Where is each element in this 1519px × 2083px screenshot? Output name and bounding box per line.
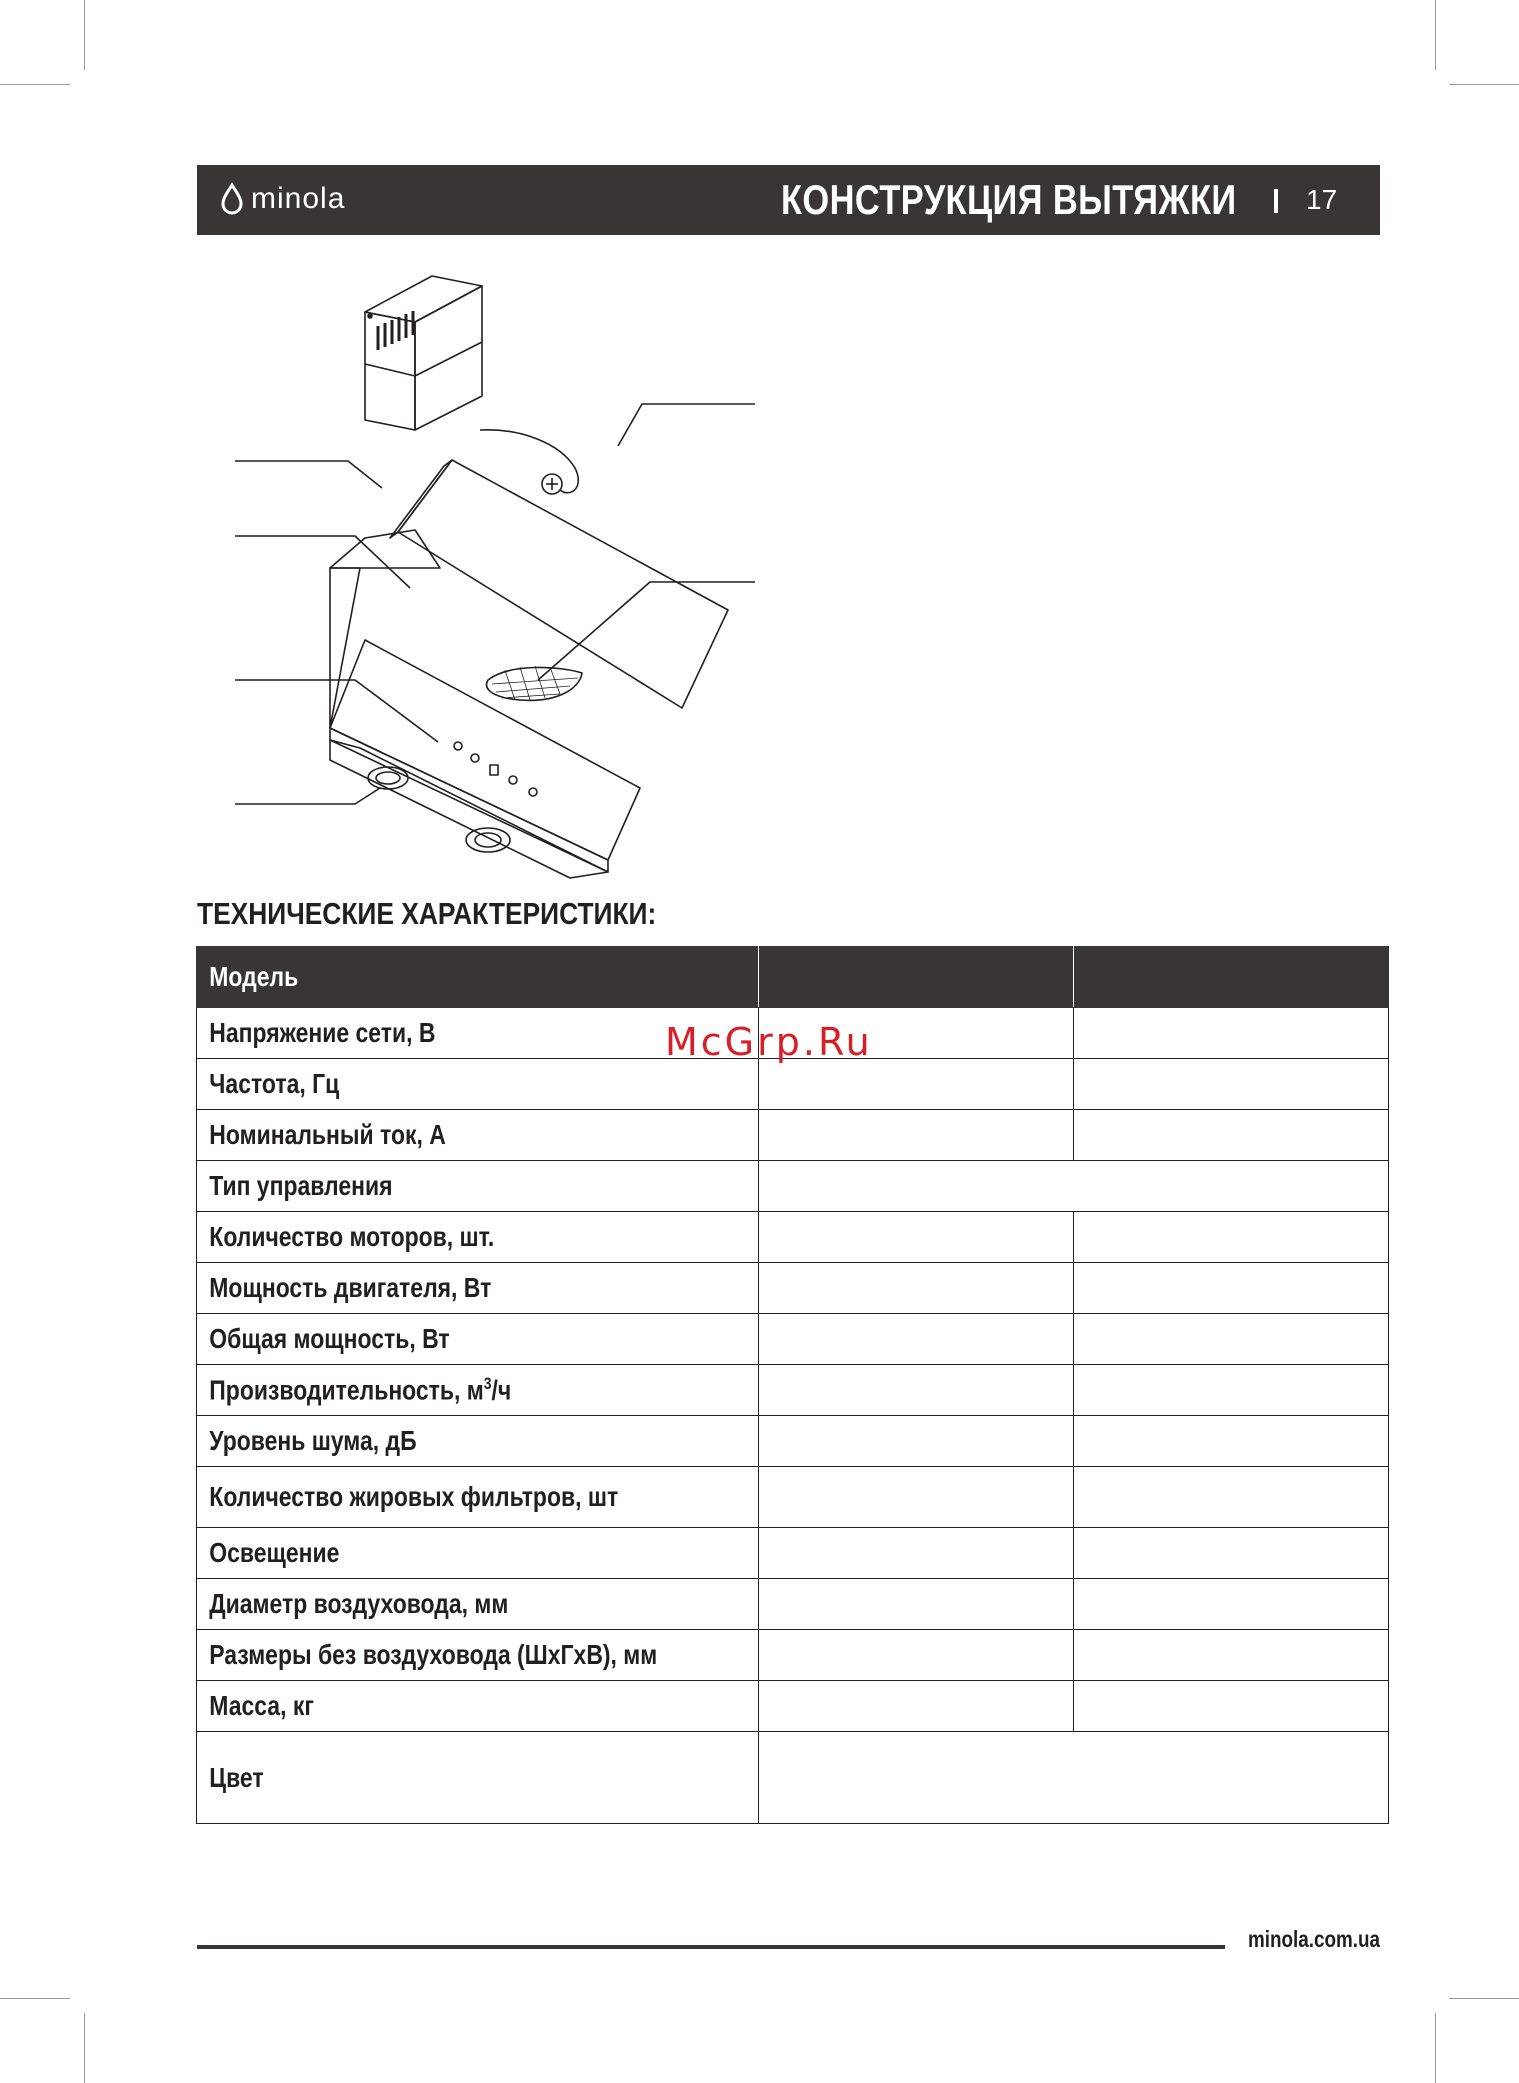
page-title: КОНСТРУКЦИЯ ВЫТЯЖКИ	[781, 176, 1237, 223]
specs-heading: ТЕХНИЧЕСКИЕ ХАРАКТЕРИСТИКИ:	[197, 896, 657, 931]
value-cell	[759, 1059, 1074, 1110]
glass-panel	[398, 460, 728, 708]
footer-rule	[197, 1945, 1225, 1949]
crop-mark	[1435, 0, 1436, 70]
row-label: Частота, Гц	[209, 1068, 340, 1099]
value-cell	[759, 1263, 1074, 1314]
control-button	[471, 754, 479, 762]
table-row	[197, 1467, 1389, 1528]
table-row	[197, 1416, 1389, 1467]
control-button	[529, 788, 537, 796]
model-label: Модель	[209, 961, 299, 992]
spec-table	[196, 946, 1389, 1824]
value-cell	[1074, 1212, 1389, 1263]
row-label-cell	[197, 1579, 759, 1630]
header-cell	[759, 947, 1074, 1008]
value-cell	[1074, 1681, 1389, 1732]
value-cell	[759, 1416, 1074, 1467]
value-cell	[759, 1365, 1074, 1416]
row-label: Уровень шума, дБ	[209, 1425, 417, 1456]
table-row	[197, 1579, 1389, 1630]
table-row	[197, 1059, 1389, 1110]
value-cell	[1074, 1059, 1389, 1110]
value-cell	[1074, 1110, 1389, 1161]
header-cell	[1074, 947, 1389, 1008]
control-display	[490, 765, 498, 775]
lamp-inner	[376, 772, 400, 784]
value-cell	[759, 1314, 1074, 1365]
brand-name: minola	[251, 182, 346, 215]
row-label: Количество жировых фильтров, шт	[209, 1481, 619, 1512]
value-cell	[1074, 1365, 1389, 1416]
table-row	[197, 1161, 1389, 1212]
header-separator	[1274, 189, 1278, 213]
row-label: Количество моторов, шт.	[209, 1221, 495, 1252]
row-label: Масса, кг	[209, 1690, 314, 1721]
crop-mark	[84, 0, 85, 70]
row-label: Диаметр воздуховода, мм	[209, 1588, 509, 1619]
value-cell	[1074, 1263, 1389, 1314]
control-button	[509, 776, 517, 784]
value-cell	[759, 1681, 1074, 1732]
row-label-cell	[197, 1467, 759, 1528]
row-label: Производительность, $м^3/ч$	[209, 1373, 512, 1406]
value-cell	[759, 1630, 1074, 1681]
table-row	[197, 1732, 1389, 1824]
crop-mark	[1449, 84, 1519, 85]
row-label: Общая мощность, Вт	[209, 1323, 450, 1354]
value-cell	[759, 1579, 1074, 1630]
hood-body-back	[330, 568, 360, 728]
table-row	[197, 1630, 1389, 1681]
row-label-cell	[197, 1212, 759, 1263]
row-label-cell	[197, 1059, 759, 1110]
control-button	[454, 742, 462, 750]
callout-line	[235, 536, 410, 588]
chimney-screw	[368, 314, 372, 318]
value-cell	[1074, 1467, 1389, 1528]
row-label-cell	[197, 1416, 759, 1467]
row-label-cell	[197, 1681, 759, 1732]
value-cell	[1074, 1579, 1389, 1630]
brand-logo	[219, 179, 345, 219]
merged-value-cell	[759, 1161, 1389, 1212]
row-label: Освещение	[209, 1537, 340, 1568]
value-cell	[759, 1212, 1074, 1263]
row-label-cell	[197, 1630, 759, 1681]
value-cell	[1074, 1314, 1389, 1365]
row-label-cell	[197, 1528, 759, 1579]
crop-mark	[1435, 2013, 1436, 2083]
lamp-icon	[368, 767, 408, 789]
row-label-cell	[197, 1110, 759, 1161]
value-cell	[1074, 1008, 1389, 1059]
row-label-cell	[197, 1365, 759, 1416]
row-label: Напряжение сети, В	[209, 1017, 436, 1048]
value-cell	[1074, 1416, 1389, 1467]
lamp-icon	[466, 828, 510, 852]
glass-edge	[390, 460, 452, 538]
table-header-row	[197, 947, 1389, 1008]
value-cell	[759, 1467, 1074, 1528]
range-hood-diagram	[230, 268, 770, 888]
merged-value-cell	[759, 1732, 1389, 1824]
value-cell	[1074, 1630, 1389, 1681]
callout-line	[538, 582, 755, 680]
row-label: Мощность двигателя, Вт	[209, 1272, 492, 1303]
table-row	[197, 1365, 1389, 1416]
row-label: Цвет	[209, 1761, 264, 1793]
table-row	[197, 1681, 1389, 1732]
chimney-side	[415, 286, 482, 430]
crop-mark	[0, 84, 70, 85]
header-cell	[197, 947, 759, 1008]
crop-mark	[84, 2013, 85, 2083]
row-label-cell	[197, 1732, 759, 1824]
row-label-cell	[197, 1314, 759, 1365]
table-row	[197, 1314, 1389, 1365]
crop-mark	[0, 1998, 70, 1999]
callout-line	[235, 788, 380, 804]
table-row	[197, 1110, 1389, 1161]
vent-slots	[378, 311, 413, 350]
footer-url: minola.com.ua	[1247, 1926, 1380, 1952]
header-bar	[197, 165, 1380, 235]
drop-icon	[219, 181, 245, 217]
lamp-inner	[475, 833, 501, 847]
crop-mark	[1449, 1998, 1519, 1999]
row-label: Номинальный ток, А	[209, 1119, 446, 1150]
watermark: McGrp.Ru	[665, 1020, 873, 1064]
row-label: Размеры без воздуховода (ШхГхВ), мм	[209, 1639, 658, 1670]
row-label-cell	[197, 1161, 759, 1212]
table-row	[197, 1212, 1389, 1263]
callout-line	[235, 461, 382, 488]
page-number: 17	[1306, 184, 1338, 215]
table-row	[197, 1263, 1389, 1314]
value-cell	[1074, 1528, 1389, 1579]
row-label: Тип управления	[209, 1170, 393, 1201]
table-row	[197, 1528, 1389, 1579]
value-cell	[759, 1528, 1074, 1579]
callout-line	[618, 404, 755, 446]
row-label-cell	[197, 1263, 759, 1314]
hood-bottom	[330, 740, 608, 878]
chimney-joint	[415, 342, 482, 376]
chimney-joint	[365, 364, 415, 376]
value-cell	[759, 1110, 1074, 1161]
